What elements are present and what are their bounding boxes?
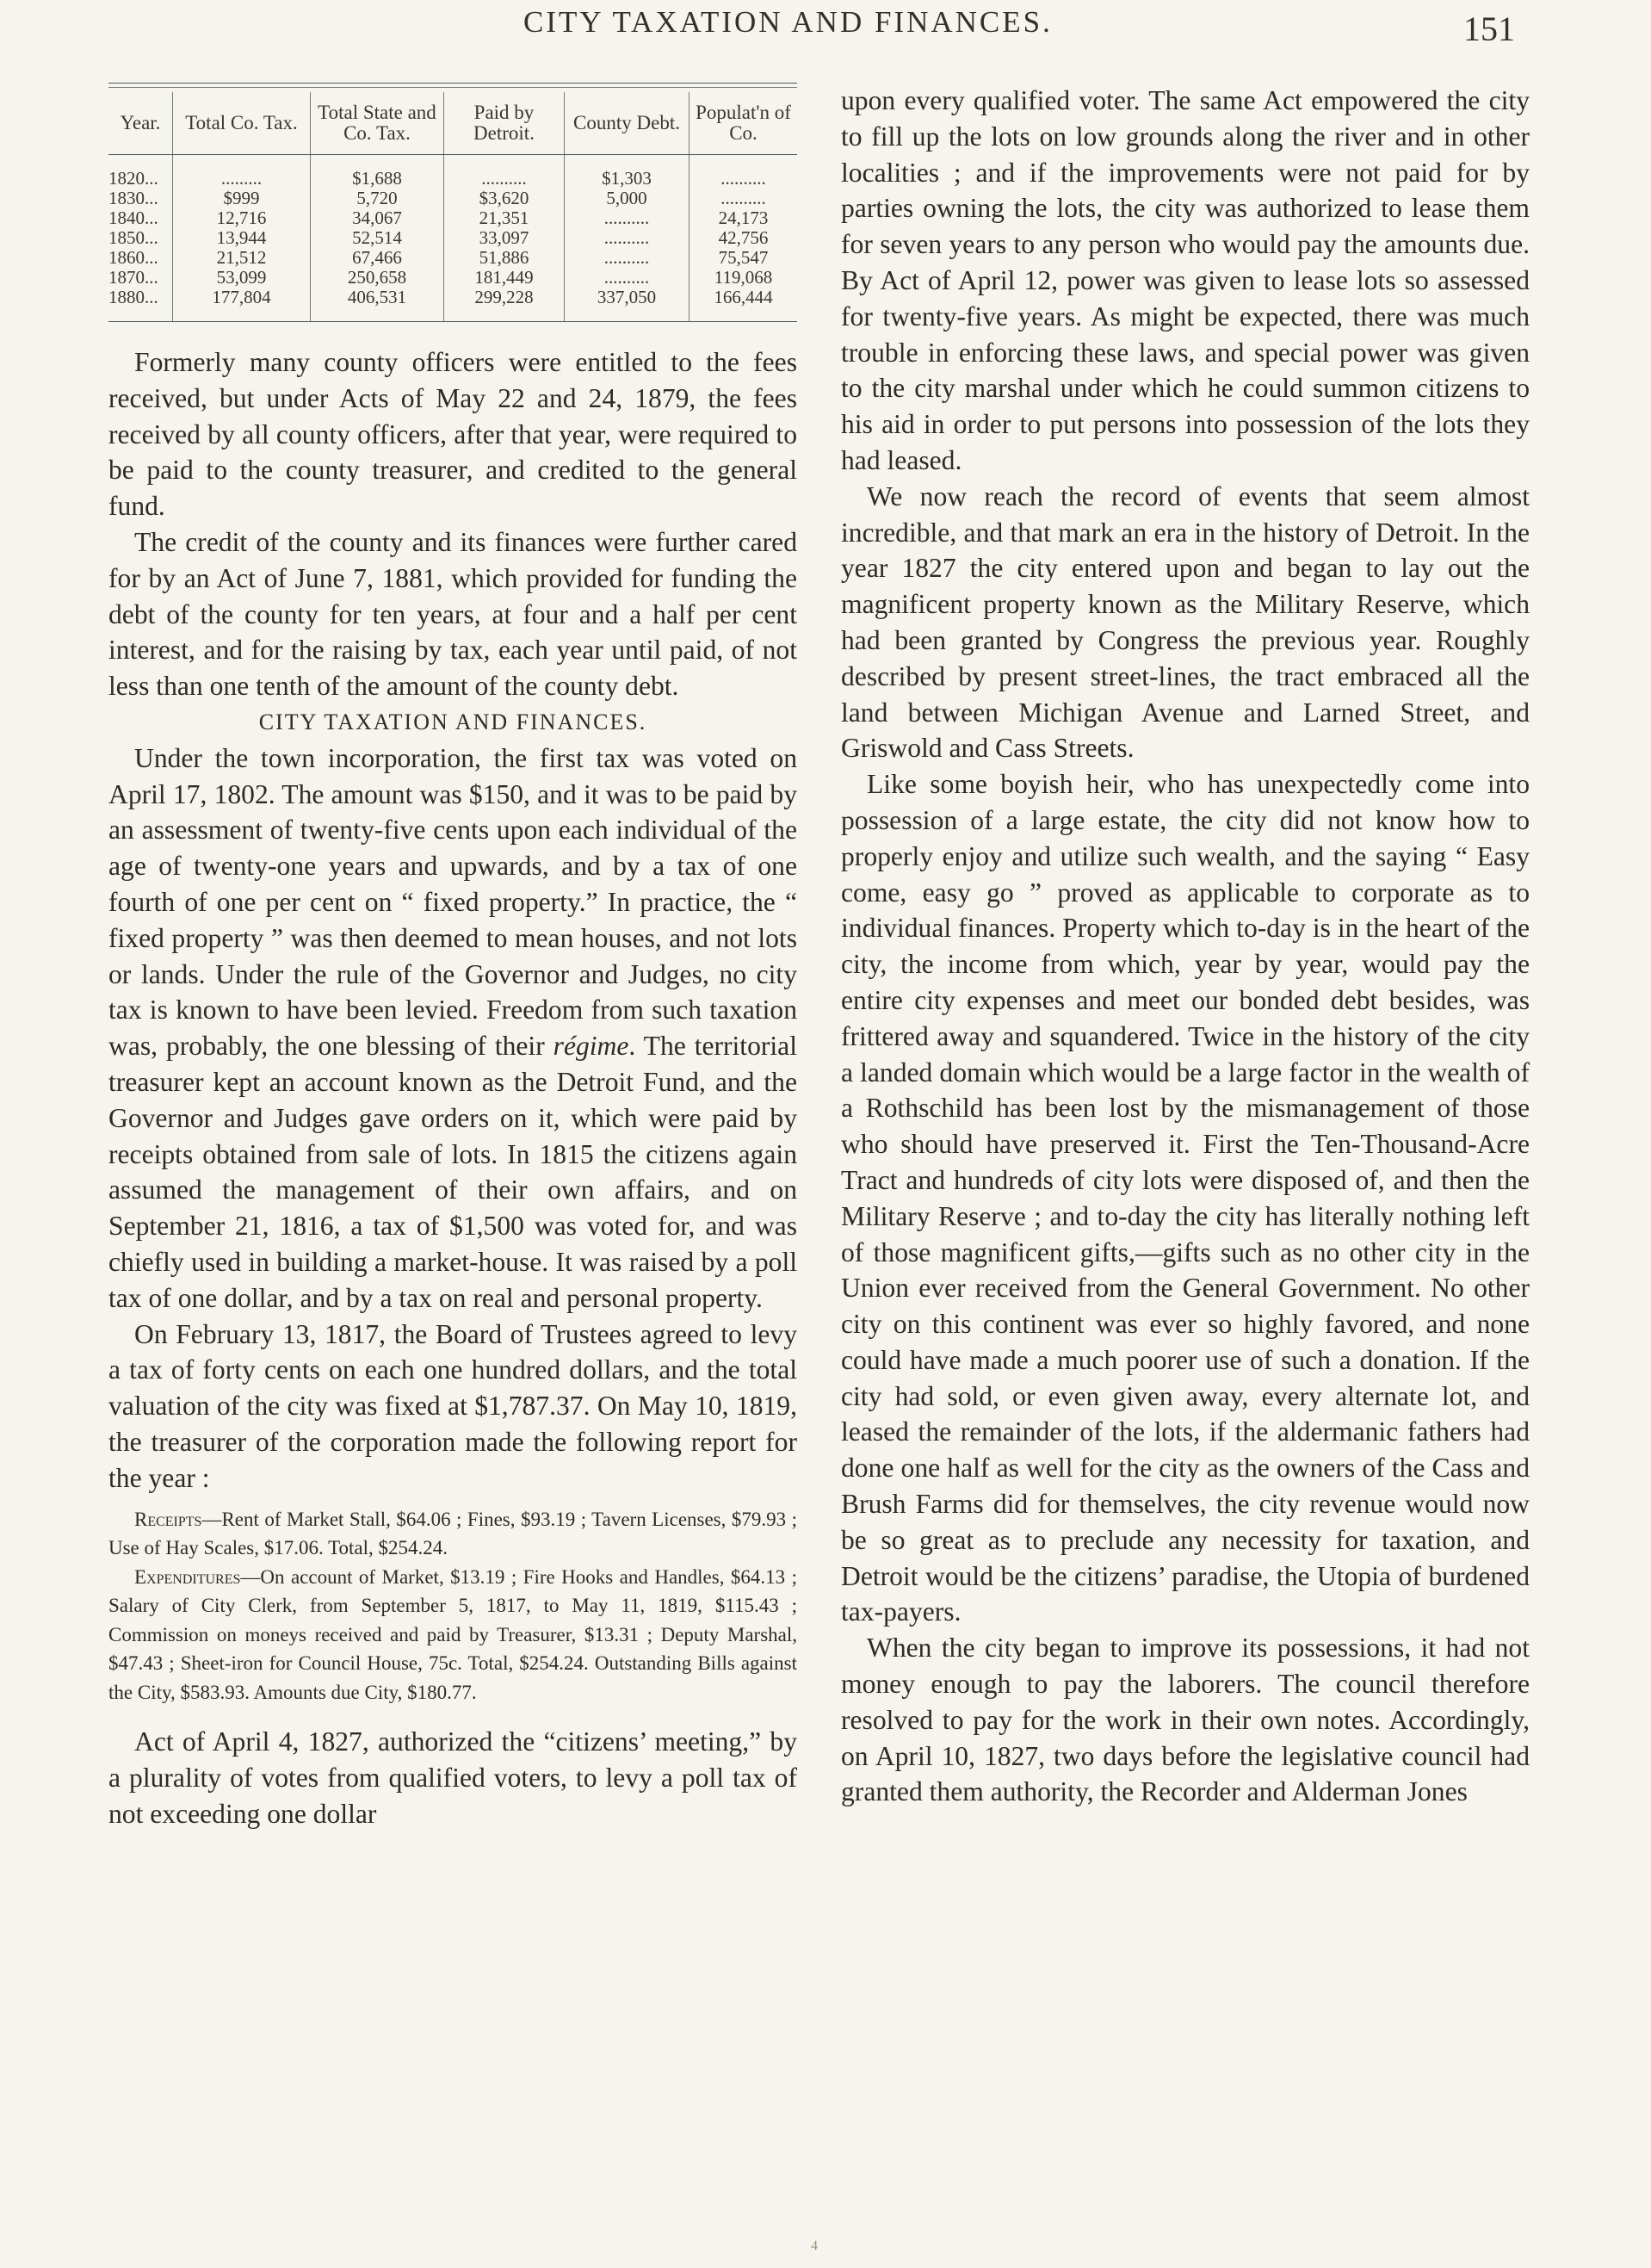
table-cell: ..........: [565, 248, 689, 268]
column-header: County Debt.: [565, 92, 689, 155]
running-title: CITY TAXATION AND FINANCES.: [523, 5, 1053, 39]
table-cell: 1820...: [108, 168, 158, 189]
tax-table-container: [108, 83, 797, 322]
table-cell: 34,067: [311, 208, 444, 228]
running-head: [0, 0, 1651, 52]
table-cell: 1830...: [108, 189, 158, 208]
table-cell: $1,688: [311, 155, 444, 189]
expenditures-text: —On account of Market, $13.19 ; Fire Hooks and Handles, $64.13 ; Salary of City Clerk, from September 5, 1817, to May 11, 1819, $115.43 ; Commission on moneys received and paid by Treasurer, $13.31 ; Deputy Marshal, $47.43 ; Sheet-iron for Council House, 75c. Total, $254.24. Outstanding Bills against the City, $583.93. Amounts due City, $180.77.: [108, 1565, 797, 1703]
table-cell: 53,099: [173, 268, 311, 288]
table-cell: 33,097: [444, 228, 565, 248]
table-cell: 181,449: [444, 268, 565, 288]
table-cell: .........: [173, 155, 311, 189]
table-cell: 12,716: [173, 208, 311, 228]
receipts-text: —Rent of Market Stall, $64.06 ; Fines, $93.19 ; Tavern Licenses, $79.93 ; Use of Hay Scales, $17.06. Total, $254.24.: [108, 1508, 797, 1558]
table-cell: ..........: [565, 268, 689, 288]
table-cell: 406,531: [311, 288, 444, 321]
table-row: [108, 208, 797, 228]
paragraph-text: . The territorial treasurer kept an account known as the Detroit Fund, and the Governor and Judges gave orders on it, which were paid by receipts obtained from sale of lots. In 1815 the citizens again assumed the management of their own affairs, and on September 21, 1816, a tax of $1,500 was voted for, and was chiefly used in building a market-house. It was raised by a poll tax of one dollar, and by a tax on real and personal property.: [108, 1031, 797, 1313]
table-row: [108, 288, 797, 321]
table-cell: 21,351: [444, 208, 565, 228]
column-header: Total State and Co. Tax.: [311, 92, 444, 155]
paragraph-qualified-voter: upon every qualified voter. The same Act empowered the city to fill up the lots on low grounds along the river and in other localities ; and if the improvements were not paid for by parties owning the lots, the city was authorized to lease them for seven years to any person who would pay the amounts due. By Act of April 12, power was given to lease lots so assessed for twenty-five years. As might be expected, there was much trouble in enforcing these laws, and special power was given to the city marshal under which he could summon citizens to his aid in order to put persons into possession of the lots they had leased.: [841, 85, 1530, 475]
table-cell: 250,658: [311, 268, 444, 288]
table-cell: $3,620: [444, 189, 565, 208]
table-row: [108, 228, 797, 248]
paragraph-act-april-1827: Act of April 4, 1827, authorized the “citizens’ meeting,” by a plurality of votes from qualified voters, to levy a poll tax of not exceeding one dollar: [108, 1726, 797, 1829]
table-cell: $1,303: [565, 155, 689, 189]
table-cell: ..........: [689, 189, 798, 208]
table-cell: 21,512: [173, 248, 311, 268]
column-header: Populat'n of Co.: [689, 92, 798, 155]
table-cell: 177,804: [173, 288, 311, 321]
signature-mark: 4: [811, 2239, 818, 2253]
table-cell: 52,514: [311, 228, 444, 248]
table-cell: 1880...: [108, 288, 158, 307]
table-cell: 166,444: [689, 288, 798, 321]
table-cell: 5,720: [311, 189, 444, 208]
receipts-report: [108, 1505, 797, 1563]
table-cell: 1840...: [108, 208, 158, 228]
county-tax-table: [108, 92, 797, 321]
paragraph-county-fees: Formerly many county officers were entitled to the fees received, but under Acts of May 22 and 24, 1879, the fees received by all county officers, after that year, were required to be paid to the county treasurer, and credited to the general fund.: [108, 347, 797, 522]
table-cell: 24,173: [689, 208, 798, 228]
paragraph-text: Under the town incorporation, the first tax was voted on April 17, 1802. The amount was $150, and it was to be paid by an assessment of twenty-five cents upon each individual of the age of twenty-one years and upwards, and by a tax of one fourth of one per cent on “ fixed property.” In practice, the “ fixed property ” was then deemed to mean houses, and not lots or lands. Under the rule of the Governor and Judges, no city tax is known to have been levied. Freedom from such taxation was, probably, the one blessing of their: [108, 742, 797, 1062]
page-number: 151: [1463, 9, 1515, 48]
table-bottom-rule: [108, 321, 797, 322]
table-row: [108, 268, 797, 288]
table-cell: 1860...: [108, 248, 158, 268]
table-cell: ..........: [444, 155, 565, 189]
table-cell: 119,068: [689, 268, 798, 288]
left-column: [108, 83, 797, 1831]
table-cell: ..........: [689, 155, 798, 189]
paragraph-county-credit: The credit of the county and its finances were further cared for by an Act of June 7, 1881, which provided for funding the debt of the county for ten years, at four and a half per cent interest, and for the raising by tax, each year until paid, of not less than one tenth of the amount of the county debt.: [108, 526, 797, 702]
section-heading: CITY TAXATION AND FINANCES.: [258, 709, 647, 734]
table-cell: 337,050: [565, 288, 689, 321]
table-cell: 67,466: [311, 248, 444, 268]
table-cell: 75,547: [689, 248, 798, 268]
table-cell: 5,000: [565, 189, 689, 208]
table-row: [108, 155, 797, 189]
table-cell: 13,944: [173, 228, 311, 248]
table-cell: ..........: [565, 228, 689, 248]
paragraph-boyish-heir: Like some boyish heir, who has unexpectedly come into possession of a large estate, the city did not know how to properly enjoy and utilize such wealth, and the saying “ Easy come, easy go ” proved as applicable to corporate as to individual finances. Property which to-day is in the heart of the city, the income from which, year by year, would pay the entire city expenses and meet our bonded debt besides, was frittered away and squandered. Twice in the history of the city a landed domain which would be a large factor in the wealth of a Rothschild has been lost by the mismanagement of those who should have preserved it. First the Ten-Thousand-Acre Tract and hundreds of city lots were disposed of, and then the Military Reserve ; and to-day the city has literally nothing left of those magnificent gifts,—gifts such as no other city in the Union ever received from the General Government. No other city on this continent was ever so highly favored, and none could have made a much poorer use of such a donation. If the city had sold, or even given away, every alternate lot, and leased the remainder of the lots, if the aldermanic fathers had done one half as well for the city as the owners of the Cass and Brush Farms did for themselves, the city revenue would now be so great as to preclude any necessity for taxation, and Detroit would be the citizens’ paradise, the Utopia of burdened tax-payers.: [841, 769, 1530, 1627]
paragraph-city-notes: When the city began to improve its possessions, it had not money enough to pay the laborers. The council therefore resolved to pay for the work in their own notes. Accordingly, on April 10, 1827, two days before the legislative council had granted them authority, the Recorder and Alderman Jones: [841, 1633, 1530, 1807]
column-header: Paid by Detroit.: [444, 92, 565, 155]
table-cell: 1850...: [108, 228, 158, 248]
italic-word: régime: [553, 1031, 629, 1062]
table-cell: 299,228: [444, 288, 565, 321]
paragraph-town-incorporation: [108, 741, 797, 1317]
table-cell: ..........: [565, 208, 689, 228]
table-cell: $999: [173, 189, 311, 208]
column-header: Total Co. Tax.: [173, 92, 311, 155]
receipts-label: Receipts: [134, 1508, 202, 1530]
table-row: [108, 248, 797, 268]
table-cell: 51,886: [444, 248, 565, 268]
column-header: Year.: [108, 92, 173, 155]
right-column: [841, 83, 1530, 1810]
table-header-row: [108, 92, 797, 155]
table-cell: 42,756: [689, 228, 798, 248]
paragraph-military-reserve: We now reach the record of events that seem almost incredible, and that mark an era in the history of Detroit. In the year 1827 the city entered upon and began to lay out the magnificent property known as the Military Reserve, which had been granted by Congress the previous year. Roughly described by present street-lines, the tract embraced all the land between Michigan Avenue and Larned Street, and Griswold and Cass Streets.: [841, 480, 1530, 764]
table-row: [108, 189, 797, 208]
expenditures-label: Expenditures: [134, 1565, 241, 1588]
expenditures-report: [108, 1563, 797, 1707]
table-cell: 1870...: [108, 268, 158, 288]
paragraph-board-of-trustees: On February 13, 1817, the Board of Trustees agreed to levy a tax of forty cents on each one hundred dollars, and the total valuation of the city was fixed at $1,787.37. On May 10, 1819, the treasurer of the corporation made the following report for the year :: [108, 1318, 797, 1493]
